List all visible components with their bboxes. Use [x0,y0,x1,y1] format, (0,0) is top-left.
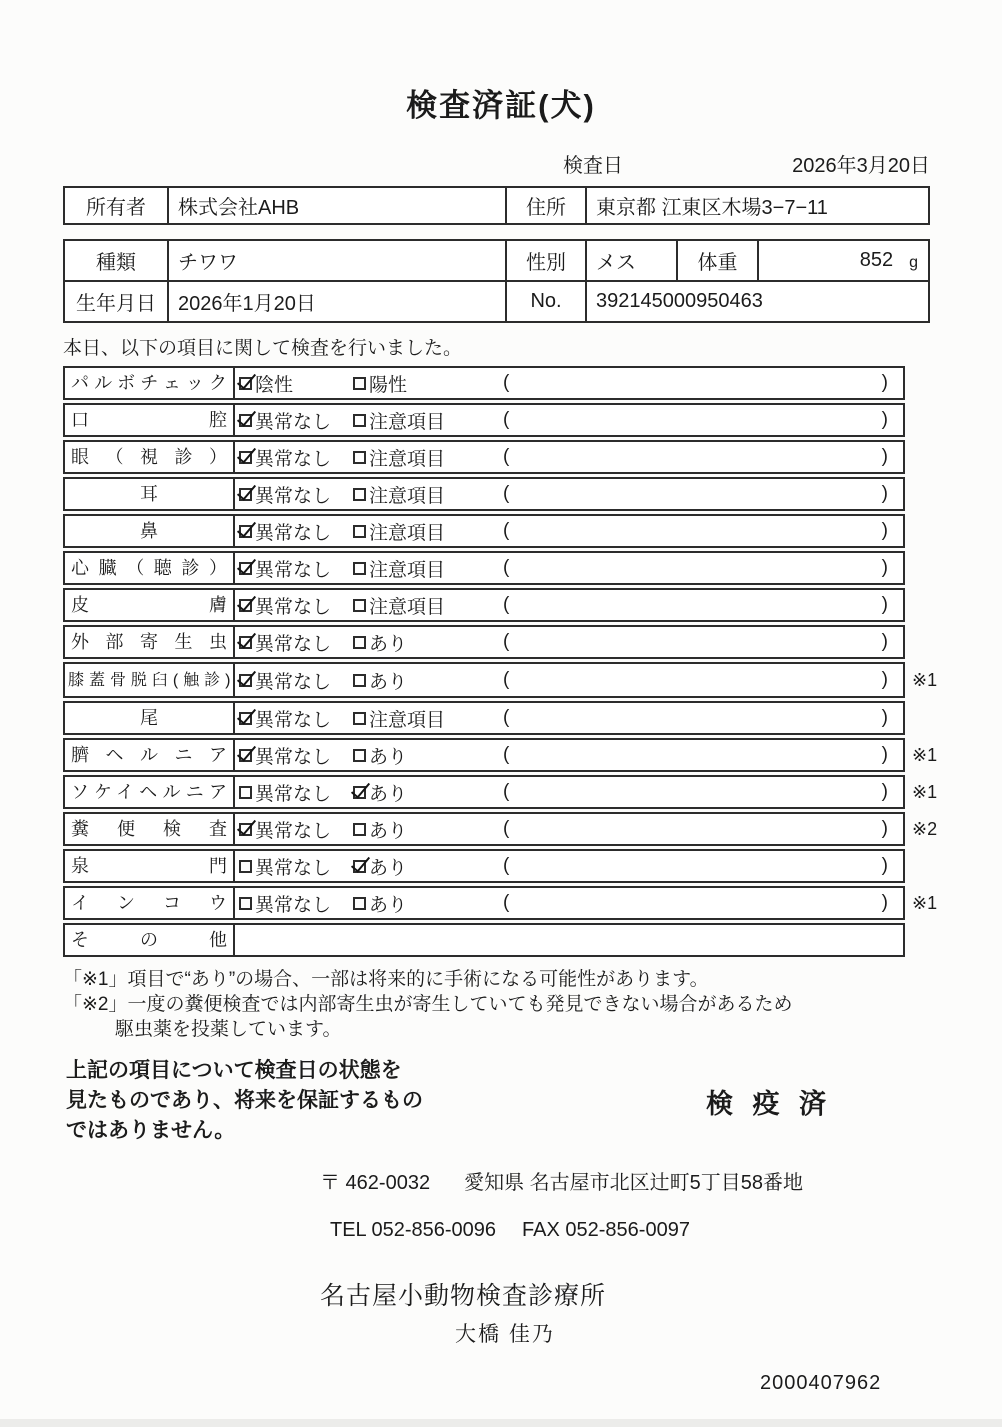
remarks-paren-close: ) [881,594,888,615]
opt1-option [239,779,353,806]
checklist-item-label: インコウ [65,888,235,918]
owner-table [63,186,930,225]
remarks-paren-open: ( [503,744,510,765]
opt1-label: 異常なし [255,857,332,879]
opt2-option [353,518,503,545]
checklist-row-box [63,775,905,809]
opt1-option [239,518,353,545]
opt2-option [353,370,503,397]
opt1-label: 異常なし [255,596,332,618]
owner-value: 株式会社AHB [169,188,507,223]
remarks-paren-close: ) [881,781,888,802]
checklist-item-result [235,814,903,844]
checklist-item-result [235,516,903,546]
opt1-label: 異常なし [255,709,332,731]
checklist-row-box [63,812,905,846]
checklist-item-label: 泉門 [65,851,235,881]
checklist-item-label: 眼（視診） [65,442,235,472]
disclaimer-line: 上記の項目について検査日の状態を [66,1059,402,1082]
checked-checkbox-icon [239,414,252,427]
opt1-option [239,816,353,843]
opt2-option [353,705,503,732]
disclaimer-row [66,1056,1002,1146]
opt1-option [239,370,353,397]
unchecked-checkbox-icon [353,712,366,725]
footnote-2-line-2: 駆虫薬を投薬しています。 [115,1019,342,1040]
opt2-option [353,555,503,582]
intro-sentence: 本日、以下の項目に関して検査を行いました。 [63,338,463,359]
birthdate-value: 2026年1月20日 [169,282,507,321]
pet-table [63,239,930,323]
remarks-paren-close: ) [881,669,888,690]
clinic-tel-line [330,1219,1002,1242]
clinic-address: 愛知県 名古屋市北区辻町5丁目58番地 [464,1172,804,1194]
opt1-option [239,705,353,732]
checked-checkbox-icon [239,377,252,390]
checklist-row [63,849,1002,883]
opt2-option [353,890,503,917]
footnote-marker: ※1 [912,892,938,913]
remarks-paren-open: ( [503,409,510,430]
unchecked-checkbox-icon [239,860,252,873]
opt2-label: あり [369,671,408,693]
opt1-label: 異常なし [255,559,332,581]
sex-value: メス [587,241,678,280]
opt2-label: 陽性 [369,374,408,396]
checklist-row [63,403,1002,437]
remarks-paren-close: ) [881,483,888,504]
opt1-option [239,407,353,434]
checklist-item-result [235,590,903,620]
checked-checkbox-icon [239,562,252,575]
checked-checkbox-icon [353,786,366,799]
opt2-option [353,629,503,656]
opt2-label: 注意項目 [369,559,446,581]
checked-checkbox-icon [239,488,252,501]
address-label: 住所 [507,188,587,223]
clinic-name: 名古屋小動物検査診療所 [320,1282,607,1310]
opt2-option [353,853,503,880]
checklist-row [63,701,1002,735]
checklist-item-result [235,740,903,770]
owner-row [65,188,928,223]
checklist-item-result [235,925,903,955]
serial-number: 2000407962 [760,1372,882,1394]
checklist-item-result [235,405,903,435]
footnote-marker: ※2 [912,818,938,839]
opt2-label: 注意項目 [369,448,446,470]
checklist-row-box [63,625,905,659]
opt1-label: 異常なし [255,485,332,507]
remarks-paren-open: ( [503,483,510,504]
opt2-label: あり [369,633,408,655]
opt2-option [353,742,503,769]
clinic-postal-line [320,1166,1002,1195]
checklist-item-label: 膝蓋骨脱臼(触診) [65,664,235,696]
inspection-date-line [63,149,930,178]
weight-value-cell [759,241,928,280]
checklist-row [63,886,1002,920]
checklist-item-label: 心臓（聴診） [65,553,235,583]
checked-checkbox-icon [353,860,366,873]
opt1-option [239,592,353,619]
opt1-label: 陰性 [255,374,294,396]
no-label: No. [507,282,587,321]
checklist-item-label: 尾 [65,703,235,733]
remarks-paren-open: ( [503,707,510,728]
opt1-label: 異常なし [255,746,332,768]
weight-unit: g [909,253,918,271]
remarks-paren-close: ) [881,372,888,393]
checklist-item-result [235,703,903,733]
opt2-option [353,667,503,694]
opt1-label: 異常なし [255,894,332,916]
checklist-row-box [63,366,905,400]
opt2-label: 注意項目 [369,522,446,544]
checklist-item-result [235,479,903,509]
veterinarian-name: 大橋 佳乃 [455,1323,555,1346]
unchecked-checkbox-icon [353,562,366,575]
unchecked-checkbox-icon [239,786,252,799]
disclaimer-line: ではありません。 [66,1119,236,1142]
remarks-paren-close: ) [881,409,888,430]
remarks-paren-open: ( [503,557,510,578]
checklist-row-box [63,923,905,957]
checklist-row [63,625,1002,659]
opt2-label: あり [369,746,408,768]
unchecked-checkbox-icon [353,599,366,612]
remarks-paren-open: ( [503,855,510,876]
remarks-paren-open: ( [503,631,510,652]
remarks-paren-close: ) [881,446,888,467]
remarks-paren-open: ( [503,446,510,467]
address-value: 東京都 江東区木場3−7−11 [596,197,828,219]
opt2-label: あり [369,894,408,916]
checklist-item-label: その他 [65,925,235,955]
opt2-option [353,816,503,843]
checklist-row-box [63,662,905,698]
clinic-postal-code: 〒 462-0032 [320,1172,431,1194]
checklist-row-box [63,514,905,548]
checklist-row [63,588,1002,622]
opt1-option [239,629,353,656]
checked-checkbox-icon [239,749,252,762]
birthdate-label: 生年月日 [65,282,169,321]
opt2-label: 注意項目 [369,411,446,433]
opt1-option [239,481,353,508]
clinic-tel: TEL 052-856-0096 [330,1219,497,1241]
unchecked-checkbox-icon [353,451,366,464]
opt2-label: あり [369,783,408,805]
checklist-item-result [235,553,903,583]
opt1-label: 異常なし [255,448,332,470]
checklist-row [63,812,1002,846]
opt2-option [353,481,503,508]
document-title: 検査済証(犬) [406,88,596,123]
checklist-item-result [235,442,903,472]
unchecked-checkbox-icon [353,897,366,910]
footnote-marker: ※1 [912,744,938,765]
breed-label: 種類 [65,241,169,280]
checked-checkbox-icon [239,712,252,725]
inspection-date-value: 2026年3月20日 [792,155,930,177]
checklist-row-box [63,701,905,735]
owner-label: 所有者 [65,188,169,223]
disclaimer-text [66,1056,423,1146]
opt1-label: 異常なし [255,522,332,544]
checklist-item-label: 糞便検査 [65,814,235,844]
footnote-marker: ※1 [912,669,938,690]
weight-label: 体重 [678,241,759,280]
remarks-paren-close: ) [881,557,888,578]
quarantine-passed-stamp: 検 疫 済 [705,1088,832,1119]
checked-checkbox-icon [239,674,252,687]
checklist-row-box [63,588,905,622]
checklist-item-label: 皮膚 [65,590,235,620]
checked-checkbox-icon [239,451,252,464]
checklist-row-box [63,551,905,585]
opt2-label: 注意項目 [369,485,446,507]
checked-checkbox-icon [239,823,252,836]
checklist-row-box [63,886,905,920]
checklist-row-box [63,440,905,474]
checklist-item-result [235,888,903,918]
opt1-option [239,444,353,471]
remarks-paren-open: ( [503,594,510,615]
unchecked-checkbox-icon [353,636,366,649]
checklist-row-box [63,403,905,437]
remarks-paren-close: ) [881,707,888,728]
unchecked-checkbox-icon [239,897,252,910]
unchecked-checkbox-icon [353,749,366,762]
remarks-paren-close: ) [881,631,888,652]
checklist-row [63,477,1002,511]
checklist-item-result [235,664,903,696]
opt1-option [239,853,353,880]
opt1-label: 異常なし [255,820,332,842]
checklist-row [63,923,1002,957]
checklist-item-label: 耳 [65,479,235,509]
remarks-paren-close: ) [881,520,888,541]
checklist-row [63,662,1002,698]
pet-row-2 [65,280,928,321]
opt2-option [353,592,503,619]
checklist-item-label: パルボチェック [65,368,235,398]
checklist-item-result [235,777,903,807]
opt1-option [239,667,353,694]
footnote-2-line-1: 「※2」一度の糞便検査では内部寄生虫が寄生していても発見できない場合があるため [63,994,793,1015]
sex-label: 性別 [507,241,587,280]
unchecked-checkbox-icon [353,525,366,538]
remarks-paren-open: ( [503,520,510,541]
no-value: 392145000950463 [596,290,763,312]
checklist-item-result [235,627,903,657]
opt2-option [353,407,503,434]
opt1-option [239,742,353,769]
inspection-date-label: 検査日 [563,155,623,177]
unchecked-checkbox-icon [353,488,366,501]
checklist-table [63,366,1002,957]
checklist-row [63,366,1002,400]
checklist-item-label: 鼻 [65,516,235,546]
footnote-1: 「※1」項目で“あり”の場合、一部は将来的に手術になる可能性があります。 [63,969,709,990]
opt1-label: 異常なし [255,671,332,693]
remarks-paren-close: ) [881,892,888,913]
footnote-marker: ※1 [912,781,938,802]
checklist-item-label: 口腔 [65,405,235,435]
footnotes [63,967,1002,1042]
checklist-row-box [63,477,905,511]
remarks-paren-open: ( [503,669,510,690]
remarks-paren-close: ) [881,855,888,876]
opt2-option [353,779,503,806]
checklist-item-label: ソケイヘルニア [65,777,235,807]
opt1-option [239,890,353,917]
disclaimer-line: 見たものであり、将来を保証するもの [66,1089,423,1112]
remarks-paren-close: ) [881,818,888,839]
opt1-option [239,555,353,582]
opt1-label: 異常なし [255,783,332,805]
checked-checkbox-icon [239,636,252,649]
remarks-paren-open: ( [503,781,510,802]
checklist-row [63,775,1002,809]
opt1-label: 異常なし [255,633,332,655]
checklist-item-result [235,851,903,881]
remarks-paren-open: ( [503,372,510,393]
checklist-row-box [63,738,905,772]
opt2-option [353,444,503,471]
scan-edge-artifact [0,1419,1002,1427]
checked-checkbox-icon [239,599,252,612]
checklist-item-label: 外部寄生虫 [65,627,235,657]
checked-checkbox-icon [239,525,252,538]
unchecked-checkbox-icon [353,823,366,836]
checklist-item-result [235,368,903,398]
remarks-paren-close: ) [881,744,888,765]
pet-row-1 [65,241,928,280]
checklist-row [63,514,1002,548]
checklist-row [63,440,1002,474]
opt2-label: あり [369,820,408,842]
unchecked-checkbox-icon [353,414,366,427]
checklist-row-box [63,849,905,883]
checklist-item-label: 臍ヘルニア [65,740,235,770]
opt2-label: 注意項目 [369,709,446,731]
breed-value: チワワ [169,241,507,280]
unchecked-checkbox-icon [353,674,366,687]
opt2-label: あり [369,857,408,879]
opt1-label: 異常なし [255,411,332,433]
weight-value: 852 [859,249,894,271]
remarks-paren-open: ( [503,818,510,839]
clinic-fax: FAX 052-856-0097 [522,1219,690,1241]
checklist-row [63,738,1002,772]
remarks-paren-open: ( [503,892,510,913]
opt2-label: 注意項目 [369,596,446,618]
checklist-row [63,551,1002,585]
unchecked-checkbox-icon [353,377,366,390]
